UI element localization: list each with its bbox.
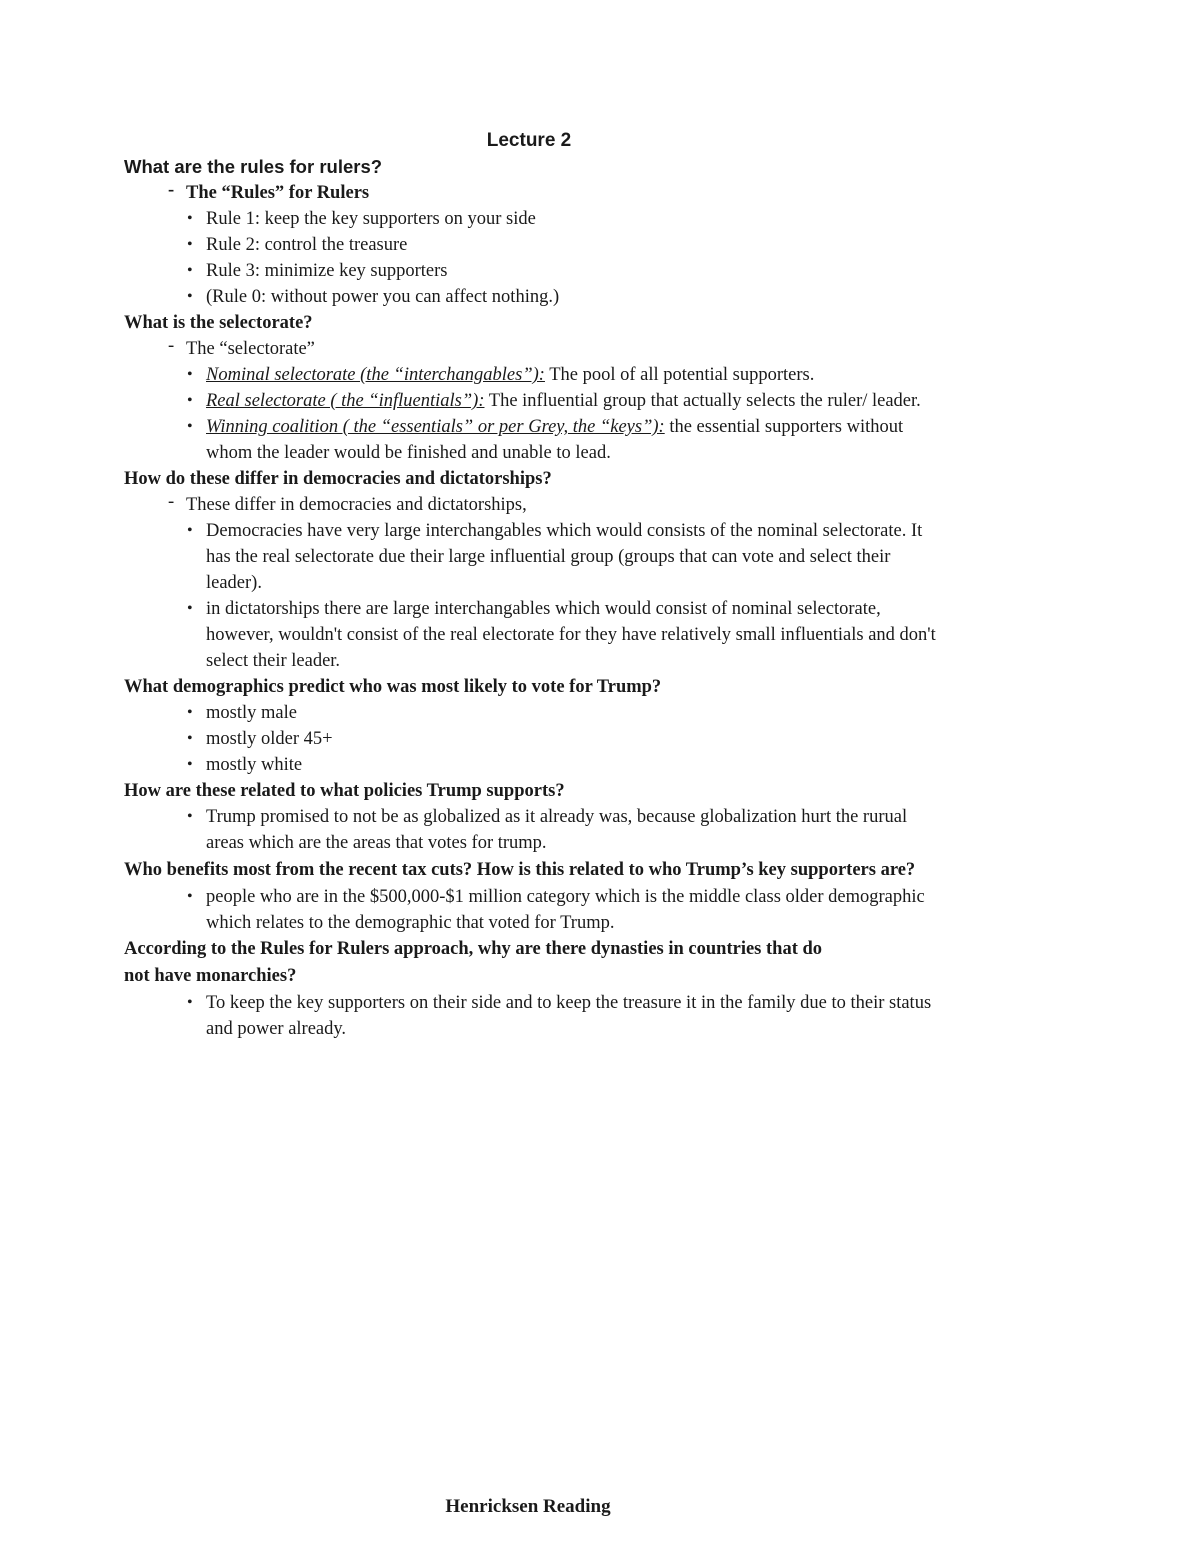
dynasty-list: [124, 990, 944, 1042]
term-winning-coalition: Winning coalition ( the “essentials” or per Grey, the “keys”):: [206, 417, 665, 437]
demographic-item: • mostly white: [124, 752, 944, 778]
question-dynasties: According to the Rules for Rulers approach, why are there dynasties in countries that do not have monarchies?: [124, 939, 823, 986]
demographics-list: [124, 700, 944, 778]
tax-item: • people who are in the $500,000-$1 million category which is the middle class older demographic which relates to the demographic that voted for Trump.: [124, 884, 944, 936]
differ-item: • Democracies have very large interchangables which would consists of the nominal selectorate. It has the real selectorate due their large influential group (groups that can vote and select their leader).: [124, 518, 944, 596]
term-real-selectorate: Real selectorate ( the “influentials”):: [206, 391, 485, 411]
rules-list: [124, 206, 944, 310]
differ-item: • in dictatorships there are large interchangables which would consist of nominal selectorate, however, wouldn't consist of the real electorate for they have relatively small influentials and don't select their leader.: [124, 596, 944, 674]
question-policies: How are these related to what policies Trump supports?: [124, 781, 565, 801]
question-democracies-dictatorships: How do these differ in democracies and dictatorships?: [124, 469, 552, 489]
selectorate-item: [124, 414, 944, 466]
rule-item: • (Rule 0: without power you can affect nothing.): [124, 284, 944, 310]
selectorate-item: [124, 388, 944, 414]
definition-text: The pool of all potential supporters.: [544, 365, 815, 385]
definition-text: the essential supporters without whom the leader would be finished and unable to lead.: [206, 417, 904, 463]
policy-list: [124, 804, 944, 856]
rule-item: • Rule 2: control the treasure: [124, 232, 944, 258]
footer-heading: Henricksen Reading: [445, 1496, 611, 1517]
selectorate-heading: - The “selectorate”: [124, 336, 944, 362]
dynasty-item: • To keep the key supporters on their side and to keep the treasure it in the family due to their status and power already.: [124, 990, 944, 1042]
differ-list: [124, 518, 944, 674]
question-demographics: What demographics predict who was most likely to vote for Trump?: [124, 677, 662, 697]
question-rules-for-rulers: What are the rules for rulers?: [124, 156, 383, 177]
selectorate-item: [124, 362, 944, 388]
selectorate-list: [124, 362, 944, 466]
demographic-item: • mostly male: [124, 700, 944, 726]
policy-item: • Trump promised to not be as globalized as it already was, because globalization hurt the rurual areas which are the areas that votes for trump.: [124, 804, 944, 856]
definition-text: The influential group that actually selects the ruler/ leader.: [484, 391, 921, 411]
rule-item: • Rule 1: keep the key supporters on your side: [124, 206, 944, 232]
tax-list: [124, 884, 944, 936]
document-page: [124, 128, 944, 1042]
rule-item: • Rule 3: minimize key supporters: [124, 258, 944, 284]
rules-heading: - The “Rules” for Rulers: [124, 180, 944, 206]
question-tax-cuts: Who benefits most from the recent tax cuts? How is this related to who Trump’s key supporters are?: [124, 860, 916, 880]
term-nominal-selectorate: Nominal selectorate (the “interchangables”):: [206, 365, 545, 385]
question-selectorate: What is the selectorate?: [124, 313, 313, 333]
demographic-item: • mostly older 45+: [124, 726, 944, 752]
differ-heading: - These differ in democracies and dictatorships,: [124, 492, 944, 518]
page-title: Lecture 2: [486, 130, 572, 151]
